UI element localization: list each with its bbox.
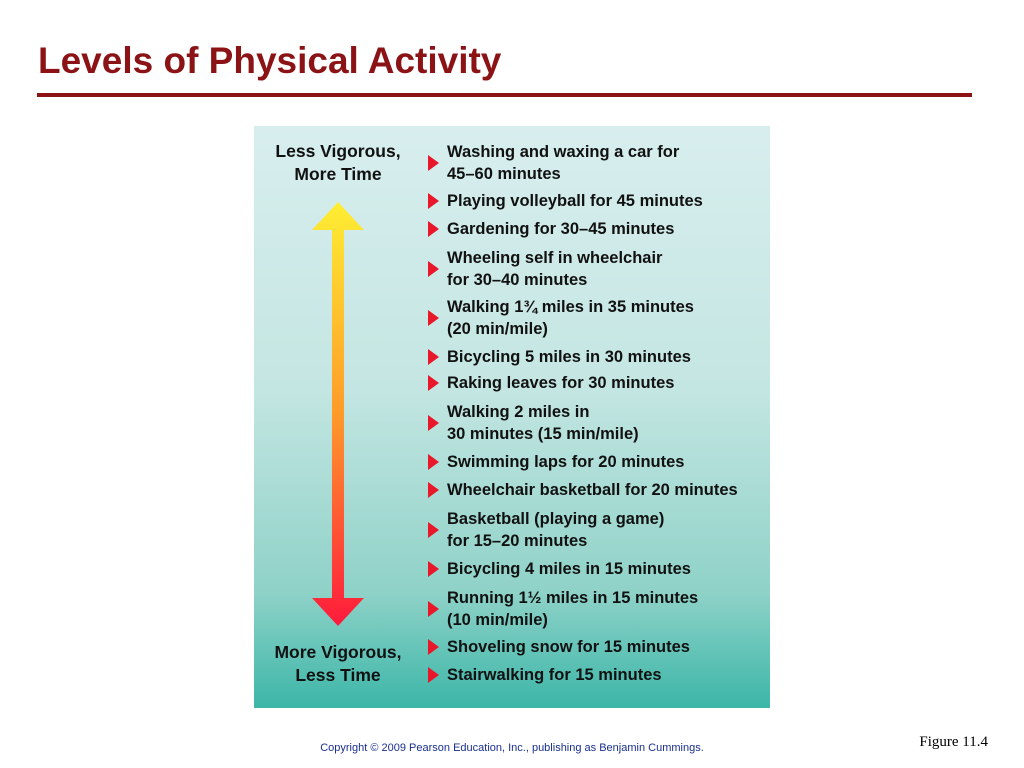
activity-text-line: 30 minutes (15 min/mile) bbox=[447, 425, 639, 443]
activity-text-line: Walking 1¾ miles in 35 minutes bbox=[447, 298, 694, 316]
activity-text bbox=[447, 247, 662, 291]
activity-text-line: (10 min/mile) bbox=[447, 611, 548, 629]
activity-text-line: Gardening for 30–45 minutes bbox=[447, 220, 675, 238]
activity-text-line: Shoveling snow for 15 minutes bbox=[447, 638, 690, 656]
activity-text-line: (20 min/mile) bbox=[447, 320, 548, 338]
activity-text-line: Bicycling 4 miles in 15 minutes bbox=[447, 560, 691, 578]
activity-text-line: Wheelchair basketball for 20 minutes bbox=[447, 481, 738, 499]
less-vigorous-label-line: More Time bbox=[294, 164, 382, 184]
activity-text-line: Playing volleyball for 45 minutes bbox=[447, 192, 703, 210]
activity-text bbox=[447, 372, 674, 394]
activity-text-line: Stairwalking for 15 minutes bbox=[447, 666, 662, 684]
triangle-bullet-icon bbox=[428, 221, 439, 237]
triangle-bullet-icon bbox=[428, 639, 439, 655]
activity-text bbox=[447, 141, 679, 185]
activity-text bbox=[447, 401, 639, 445]
activity-text-line: Raking leaves for 30 minutes bbox=[447, 374, 675, 392]
slide-title: Levels of Physical Activity bbox=[38, 40, 502, 81]
activity-text-line: Washing and waxing a car for bbox=[447, 143, 680, 161]
activity-text-line: Basketball (playing a game) bbox=[447, 510, 665, 528]
activity-text-line: 45–60 minutes bbox=[447, 165, 561, 183]
triangle-bullet-icon bbox=[428, 454, 439, 470]
activity-text bbox=[447, 190, 703, 212]
activity-text-line: for 15–20 minutes bbox=[447, 532, 588, 550]
activity-text bbox=[447, 587, 698, 631]
triangle-bullet-icon bbox=[428, 522, 439, 538]
copyright-notice: Copyright © 2009 Pearson Education, Inc., publishing as Benjamin Cummings. bbox=[320, 742, 704, 754]
more-vigorous-label-line: More Vigorous, bbox=[274, 642, 402, 662]
triangle-bullet-icon bbox=[428, 261, 439, 277]
activity-list bbox=[254, 126, 770, 708]
triangle-bullet-icon bbox=[428, 310, 439, 326]
triangle-bullet-icon bbox=[428, 667, 439, 683]
activity-text-line: for 30–40 minutes bbox=[447, 271, 588, 289]
triangle-bullet-icon bbox=[428, 601, 439, 617]
activity-text bbox=[447, 296, 694, 340]
activity-text-line: Bicycling 5 miles in 30 minutes bbox=[447, 348, 691, 366]
activity-text-line: Swimming laps for 20 minutes bbox=[447, 453, 685, 471]
triangle-bullet-icon bbox=[428, 193, 439, 209]
activity-text bbox=[447, 664, 662, 686]
triangle-bullet-icon bbox=[428, 482, 439, 498]
activity-text-line: Walking 2 miles in bbox=[447, 403, 590, 421]
less-vigorous-label-line: Less Vigorous, bbox=[275, 141, 401, 161]
activity-text bbox=[447, 451, 684, 473]
triangle-bullet-icon bbox=[428, 349, 439, 365]
activity-text bbox=[447, 346, 691, 368]
activity-text bbox=[447, 636, 690, 658]
activity-text-line: Wheeling self in wheelchair bbox=[447, 249, 663, 267]
activity-figure-panel bbox=[254, 126, 770, 708]
triangle-bullet-icon bbox=[428, 561, 439, 577]
activity-text bbox=[447, 479, 738, 501]
activity-text bbox=[447, 558, 691, 580]
triangle-bullet-icon bbox=[428, 155, 439, 171]
activity-text bbox=[447, 218, 674, 240]
activity-text-line: Running 1½ miles in 15 minutes bbox=[447, 589, 699, 607]
title-divider bbox=[37, 93, 972, 97]
more-vigorous-label-line: Less Time bbox=[295, 665, 381, 685]
activity-text bbox=[447, 508, 664, 552]
triangle-bullet-icon bbox=[428, 415, 439, 431]
figure-number: Figure 11.4 bbox=[919, 734, 988, 750]
triangle-bullet-icon bbox=[428, 375, 439, 391]
